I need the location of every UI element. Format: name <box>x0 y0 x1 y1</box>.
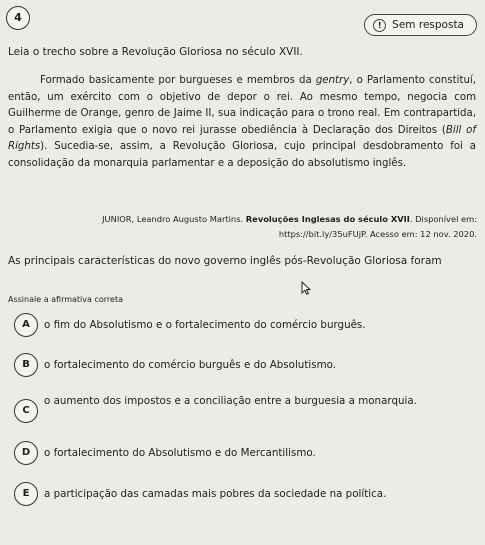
option-a[interactable] <box>14 313 476 337</box>
option-letter[interactable]: D <box>14 441 38 465</box>
option-text: o fortalecimento do Absolutismo e do Mercantilismo. <box>44 447 316 459</box>
option-letter[interactable]: C <box>14 399 38 423</box>
option-letter[interactable]: B <box>14 353 38 377</box>
passage-term-bill-of-rights: Bill of Rights <box>8 124 476 153</box>
passage-term-gentry: gentry <box>315 75 350 86</box>
question-number: 4 <box>6 6 30 30</box>
option-e[interactable] <box>14 482 476 506</box>
option-letter[interactable]: A <box>14 313 38 337</box>
citation-url[interactable]: https://bit.ly/35uFUjP. Acesso em: 12 nov. 2020. <box>278 229 477 239</box>
status-badge <box>364 14 477 36</box>
status-text: Sem resposta <box>392 19 464 31</box>
option-b[interactable] <box>14 353 476 377</box>
passage-segment: Formado basicamente por burgueses e membros da <box>40 75 316 86</box>
citation-title: Revoluções Inglesas do século XVII <box>245 214 410 224</box>
question-stem: As principais características do novo governo inglês pós-Revolução Gloriosa foram <box>8 255 442 267</box>
option-text: a participação das camadas mais pobres da sociedade na política. <box>44 488 387 500</box>
info-icon: ! <box>373 19 386 32</box>
option-letter[interactable]: E <box>14 482 38 506</box>
question-prompt: Leia o trecho sobre a Revolução Gloriosa no século XVII. <box>8 46 303 58</box>
instruction-text: Assinale a afirmativa correta <box>8 295 123 304</box>
passage-segment: , o Parlamento constituí, então, um exército com o objetivo de depor o rei. Ao mesmo tempo, negocia com Guilherme de Orange, genro de Jaime II, sua indicação para o trono real. Em contrapartida, o Parlamento exigia que o novo rei jurasse obediência à Declaração dos Direitos ( <box>8 75 476 136</box>
option-text: o aumento dos impostos e a conciliação entre a burguesia a monarquia. <box>44 395 417 407</box>
option-text: o fim do Absolutismo e o fortalecimento do comércio burguês. <box>44 319 366 331</box>
option-text: o fortalecimento do comércio burguês e do Absolutismo. <box>44 359 337 371</box>
citation-available: . Disponível em: <box>409 214 477 224</box>
citation-author: JUNIOR, Leandro Augusto Martins. <box>102 214 246 224</box>
option-c[interactable] <box>14 393 476 423</box>
passage-segment: ). Sucedia-se, assim, a Revolução Gloriosa, cujo principal desdobramento foi a consolidação da monarquia parlamentar e a deposição do absolutismo inglês. <box>8 141 476 169</box>
citation <box>37 212 477 242</box>
option-d[interactable] <box>14 441 476 465</box>
passage-text <box>8 73 476 173</box>
mouse-cursor-icon <box>301 281 311 295</box>
